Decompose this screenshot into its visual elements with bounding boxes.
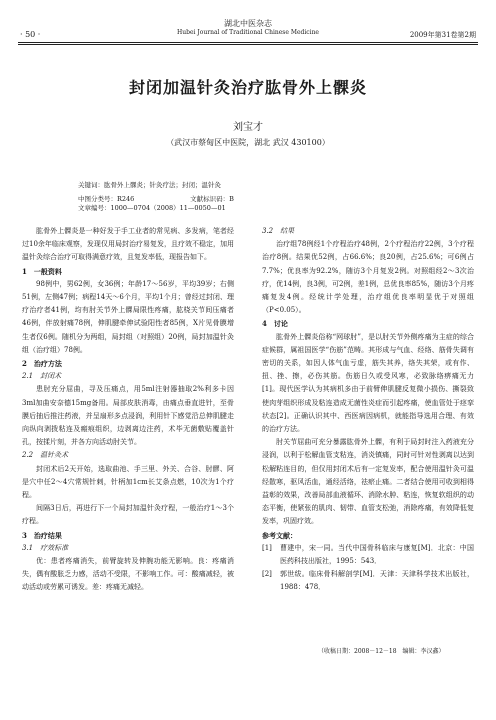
subsection-heading: 3.1 疗效标准 (22, 543, 69, 552)
header-rule-thin (18, 44, 478, 45)
section-heading: 3 治疗结果 (22, 530, 62, 540)
reference-number: [2] (262, 570, 272, 579)
author: 刘宝才 (233, 122, 263, 133)
paragraph: 封闭术后2天开始，选取曲池、手三里、外关、合谷、肘髎、阿是穴中任2～4穴常规针刺，针柄加1cm长艾条点燃，10次为1个疗程。 (22, 464, 234, 500)
journal-subtitle: Hubei Journal of Traditional Chinese Medicine (177, 29, 319, 36)
reference-text: 郭世绂。临床骨科解剖学[M]．天津：天津科学技术出版社，1988：478． (280, 570, 474, 592)
left-column (22, 225, 234, 595)
affiliation: （武汉市蔡甸区中医院，湖北 武汉 430100） (166, 138, 330, 147)
section-heading: 参考文献： (262, 530, 297, 540)
paragraph: 肱骨外上髁炎俗称“网球肘”，是以肘关节外侧疼痛为主症的综合症候群，属祖国医学“伤筋”范畴。其形成与气血、经络、筋骨失调有密切的关系，如因人体气血亏虚，筋失其养，络失其荣，或有作、扭、挫、擦，必伤其筋。伤筋日久或受风寒，必致脉络痹痛无力[1]。现代医学认为其病机多由于前臂伸肌腱反复微小损伤、撕裂致使肉芽组织形成及粘连造成无菌性炎症而引起疼痛，使血管处于痉挛状态[2]。正确认识其中、西医病因病机，就能指导选用合理、有效的治疗方法。 (262, 332, 474, 434)
reference-number: [1] (262, 543, 272, 552)
section-heading: 4 讨论 (262, 319, 288, 329)
section-heading: 1 一般资料 (22, 266, 62, 276)
paragraph: 治疗组78例经1个疗程治疗48例，2个疗程治疗22例，3个疗程治疗8例。结果优52例，占66.6%；良20例，占25.6%；可6例占7.7%；优良率为92.2%，随访3个月复发2例。对照组经2～3次治疗，优14例，良3例，可2例，差1例，总优良率85%，随访3个月疼痛复发4例。经统计学处理，治疗组优良率明显优于对照组（P<0.05）。 (262, 240, 474, 315)
subsection-heading: 2.2 温针灸术 (22, 451, 69, 460)
paragraph: 肱骨外上髁炎是一种好发于手工业者的常见病、多发病，笔者经过10余年临床观察，发现仅用局封治疗易复发，且疗效不稳定，加用温针灸综合治疗可取得满意疗效，且复发率低，现报告如下。 (22, 227, 234, 262)
header-rule (18, 42, 478, 43)
keywords: 关键词：肱骨外上髁炎；针灸疗法；封闭；温针灸 (78, 181, 221, 189)
page-number: · 50 · (20, 30, 41, 39)
paragraph: 患肘充分屈曲，寻及压痛点，用5ml注射器抽取2%利多卡因3ml加曲安奈德15mg备用。局部皮肤消毒，由痛点垂直进针，至骨膜后抽后推注药液，并呈扇形多点浸润，利用针下感觉沿总伸肌腱走向纵向剥拨粘连及瘢痕组织，边剥离边注药，术毕无菌敷贴覆盖针孔，按揉片刻，并各方向活动肘关节。 (22, 385, 234, 447)
subsection-heading: 3.2 结果 (262, 227, 295, 235)
subsection-heading: 2.1 封闭术 (22, 372, 62, 381)
paragraph: 间隔3日后，再进行下一个局封加温针灸疗程，一般治疗1～3个疗程。 (22, 504, 234, 526)
reference-text: 曹建中，宋一同。当代中国骨科临床与康复[M]．北京：中国医药科技出版社，1995：543． (280, 543, 474, 566)
right-column (262, 225, 474, 595)
issue-info: 2009年第31卷第2期 (409, 31, 476, 39)
paragraph: 优：患者疼痛消失，前臂旋转及伸腕功能无影响。良：疼痛消失，偶有酸胀乏力感，活动不受限，不影响工作。可：酸痛减轻，被动活动或劳累可诱发。差：疼痛无减轻。 (22, 557, 234, 592)
meta-line (78, 194, 418, 212)
paragraph: 肘关节屈曲可充分暴露肱骨外上髁，有利于局封时注入药液充分浸润，以利于松解血管支粘连，消炎镇痛，同时可针对性剥离以达到松解粘连目的，但仅用封闭术后有一定复发率，配合使用温针灸可温经散寒，驱风活血，通经活络，祛瘀止痛。二者结合使用可收到相得益彰的效果，改善局部血液循环、消除水肿、粘连，恢复软组织的动态平衡，使紧张的肌肉、韧带、血管支松弛，消除疼痛，有效降低复发率，巩固疗效。 (262, 438, 474, 526)
reference-item (262, 568, 474, 594)
section-heading: 2 治疗方法 (22, 359, 62, 369)
paragraph: 98例中，男62例，女36例；年龄17～56岁，平均39岁；右侧51例，左侧47例；病程14天～6个月，平均1个月；曾经过封闭、理疗治疗者41例，均有肘关节外上髁局限性疼痛，肱桡关节间压痛者46例，伴放射痛78例，伸肌腱牵伸试验阳性者85例，X片见骨膜增生者仅6例。随机分为两组，局封组（对照组）20例，局封加温针灸组（治疗组）78例。 (22, 279, 234, 354)
article-number: 文章编号：1000—0704（2008）11—0050—01 (78, 204, 226, 212)
document-code: 文献标识码：B (190, 195, 234, 203)
footnote: （收稿日期：2008－12－18 编辑：李汉鑫） (318, 648, 445, 655)
article-title: 封闭加温针灸治疗肱骨外上髁炎 (128, 78, 367, 97)
reference-item (262, 542, 474, 568)
clc-number: 中图分类号：R246 (78, 195, 135, 203)
journal-title: 湖北中医杂志 (224, 19, 272, 28)
